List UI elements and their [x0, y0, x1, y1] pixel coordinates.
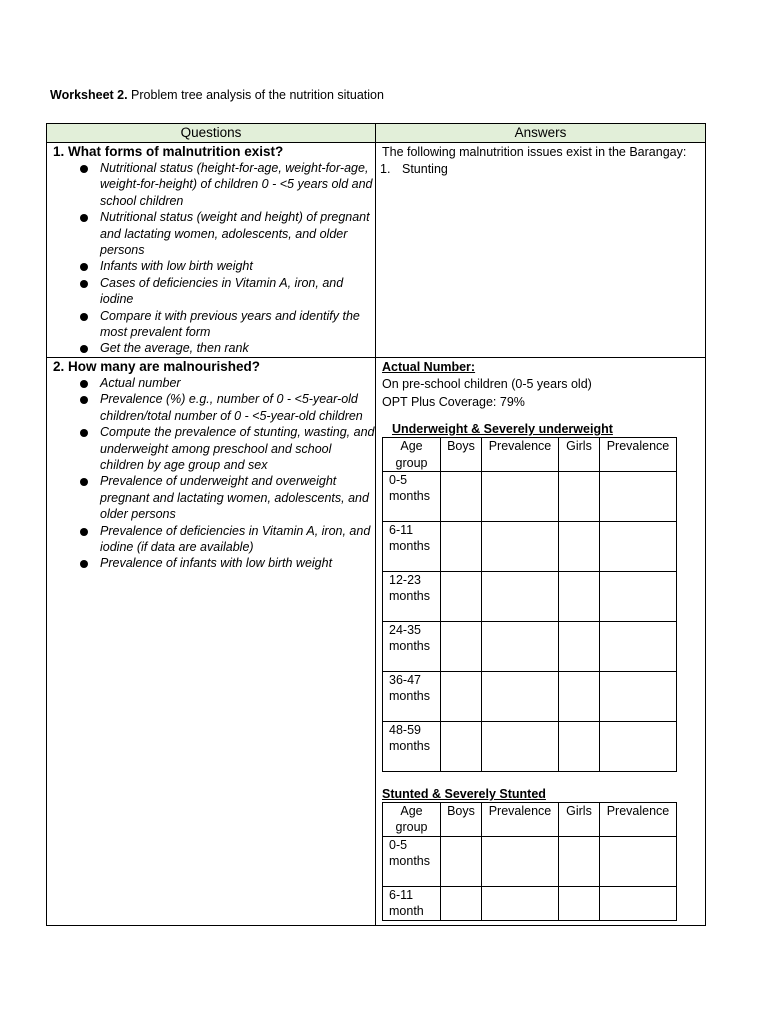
table-row	[383, 721, 677, 771]
bullet-text: Compare it with previous years and identify the most prevalent form	[100, 308, 360, 340]
col-girls: Girls	[559, 438, 600, 472]
table-header-row	[383, 802, 677, 836]
preschool-text: On pre-school children (0-5 years old)	[382, 377, 592, 392]
age-cell: 12-23 months	[383, 571, 441, 621]
actual-number-row	[376, 358, 705, 375]
bullet-icon	[80, 214, 88, 222]
bullet-icon	[80, 380, 88, 388]
bullet-icon	[80, 528, 88, 536]
bullet-item	[77, 424, 375, 473]
boys-cell[interactable]	[441, 886, 482, 920]
bullet-text: Infants with low birth weight	[100, 259, 253, 274]
stunted-table-caption: Stunted & Severely Stunted	[382, 786, 546, 801]
col-prevalence-girls: Prevalence	[600, 438, 677, 472]
bullet-text: Actual number	[100, 375, 181, 390]
bullet-text: Cases of deficiencies in Vitamin A, iron, and iodine	[100, 275, 344, 307]
prevalence-cell[interactable]	[482, 621, 559, 671]
question-1-cell	[47, 143, 376, 358]
answer-2-cell	[376, 357, 706, 925]
table-header-row	[383, 438, 677, 472]
girls-cell[interactable]	[559, 886, 600, 920]
questions-header: Questions	[47, 124, 376, 143]
girls-cell[interactable]	[559, 836, 600, 886]
prevalence-cell[interactable]	[600, 621, 677, 671]
prevalence-cell[interactable]	[482, 886, 559, 920]
answer-1-intro: The following malnutrition issues exist in the Barangay:	[382, 145, 687, 159]
bullet-text: Compute the prevalence of stunting, wasting, and underweight among preschool and school children by age group and sex	[100, 425, 375, 472]
worksheet-title	[50, 88, 384, 102]
age-cell: 24-35 months	[383, 621, 441, 671]
question-2-bullets	[47, 375, 375, 572]
age-cell: 0-5 months	[383, 471, 441, 521]
table-row	[383, 471, 677, 521]
bullet-item	[77, 523, 375, 556]
col-prevalence-boys: Prevalence	[482, 802, 559, 836]
bullet-item	[77, 258, 375, 274]
bullet-icon	[80, 263, 88, 271]
prevalence-cell[interactable]	[482, 836, 559, 886]
question-1-heading: 1. What forms of malnutrition exist?	[53, 144, 284, 159]
bullet-text: Nutritional status (height-for-age, weight-for-age, weight-for-height) of children 0 - <5 years old and school children	[100, 161, 373, 208]
prevalence-cell[interactable]	[482, 471, 559, 521]
bullet-item	[77, 555, 375, 571]
boys-cell[interactable]	[441, 836, 482, 886]
col-age-group: Age group	[383, 438, 441, 472]
list-text: Stunting	[402, 162, 448, 177]
bullet-item	[77, 160, 375, 209]
table-row	[383, 836, 677, 886]
girls-cell[interactable]	[559, 671, 600, 721]
girls-cell[interactable]	[559, 521, 600, 571]
bullet-item	[77, 340, 375, 356]
bullet-text: Prevalence of deficiencies in Vitamin A, iron, and iodine (if data are available)	[100, 523, 371, 554]
bullet-item	[77, 209, 375, 258]
prevalence-cell[interactable]	[600, 886, 677, 920]
bullet-item	[77, 473, 375, 522]
bullet-icon	[80, 396, 88, 404]
underweight-table	[382, 437, 677, 772]
age-cell: 36-47 months	[383, 671, 441, 721]
prevalence-cell[interactable]	[600, 521, 677, 571]
answers-header: Answers	[376, 124, 706, 143]
answer-1-cell	[376, 143, 706, 358]
prevalence-cell[interactable]	[600, 721, 677, 771]
bullet-icon	[80, 345, 88, 353]
bullet-icon	[80, 165, 88, 173]
bullet-text: Prevalence (%) e.g., number of 0 - <5-year-old children/total number of 0 - <5-year-old children	[100, 392, 363, 423]
boys-cell[interactable]	[441, 721, 482, 771]
age-cell: 0-5 months	[383, 836, 441, 886]
prevalence-cell[interactable]	[482, 571, 559, 621]
bullet-icon	[80, 560, 88, 568]
worksheet-title-text: Problem tree analysis of the nutrition situation	[127, 88, 384, 102]
question-1-bullets	[47, 160, 375, 357]
boys-cell[interactable]	[441, 571, 482, 621]
col-prevalence-boys: Prevalence	[482, 438, 559, 472]
prevalence-cell[interactable]	[600, 471, 677, 521]
col-boys: Boys	[441, 438, 482, 472]
col-girls: Girls	[559, 802, 600, 836]
bullet-icon	[80, 478, 88, 486]
age-cell: 6-11 month	[383, 886, 441, 920]
bullet-item	[77, 308, 375, 341]
col-boys: Boys	[441, 802, 482, 836]
prevalence-cell[interactable]	[482, 721, 559, 771]
table-row	[383, 886, 677, 920]
prevalence-cell[interactable]	[600, 836, 677, 886]
bullet-icon	[80, 429, 88, 437]
girls-cell[interactable]	[559, 721, 600, 771]
question-2-heading: 2. How many are malnourished?	[53, 358, 261, 374]
col-prevalence-girls: Prevalence	[600, 802, 677, 836]
bullet-icon	[80, 313, 88, 321]
table-row	[383, 521, 677, 571]
prevalence-cell[interactable]	[600, 571, 677, 621]
problem-tree-table	[46, 123, 706, 926]
bullet-text: Prevalence of infants with low birth weight	[100, 556, 333, 571]
bullet-item	[77, 375, 375, 391]
boys-cell[interactable]	[441, 471, 482, 521]
table-row	[383, 671, 677, 721]
question-2-cell	[47, 357, 376, 925]
boys-cell[interactable]	[441, 621, 482, 671]
col-age-group: Age group	[383, 802, 441, 836]
girls-cell[interactable]	[559, 621, 600, 671]
bullet-text: Get the average, then rank	[100, 341, 249, 356]
boys-cell[interactable]	[441, 521, 482, 571]
worksheet-label: Worksheet 2.	[50, 88, 128, 102]
table-row	[383, 621, 677, 671]
age-cell: 48-59 months	[383, 721, 441, 771]
list-number: 1.	[380, 162, 391, 177]
age-cell: 6-11 months	[383, 521, 441, 571]
bullet-item	[77, 391, 375, 424]
answer-1-list-item	[376, 160, 705, 177]
bullet-item	[77, 275, 375, 308]
girls-cell[interactable]	[559, 471, 600, 521]
girls-cell[interactable]	[559, 571, 600, 621]
prevalence-cell[interactable]	[482, 521, 559, 571]
opt-coverage-text: OPT Plus Coverage: 79%	[382, 394, 525, 409]
prevalence-cell[interactable]	[600, 671, 677, 721]
underweight-table-caption: Underweight & Severely underweight	[392, 422, 613, 437]
bullet-text: Prevalence of underweight and overweight pregnant and lactating women, adolescents, and older persons	[100, 474, 369, 522]
actual-number-label: Actual Number:	[382, 359, 476, 374]
table-row	[383, 571, 677, 621]
boys-cell[interactable]	[441, 671, 482, 721]
stunted-table	[382, 802, 677, 921]
prevalence-cell[interactable]	[482, 671, 559, 721]
bullet-icon	[80, 280, 88, 288]
bullet-text: Nutritional status (weight and height) of pregnant and lactating women, adolescents, and older persons	[100, 210, 370, 258]
